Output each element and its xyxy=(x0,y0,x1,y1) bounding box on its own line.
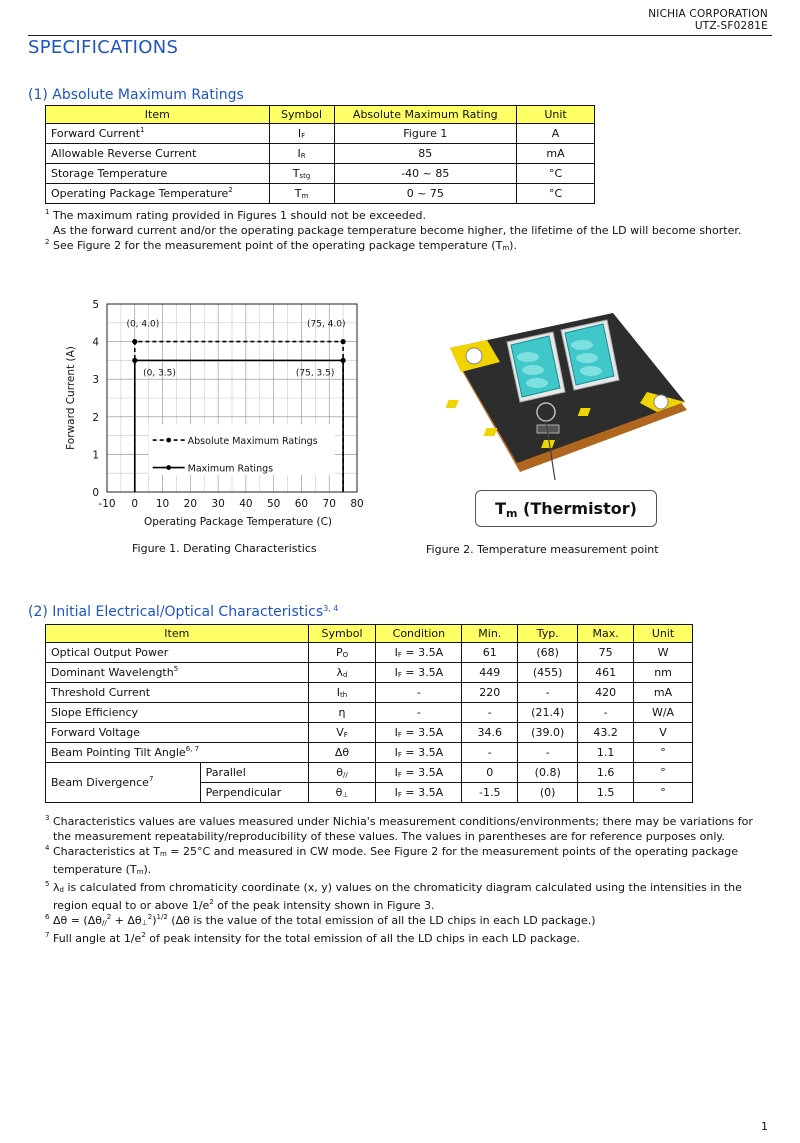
series-point xyxy=(132,339,137,344)
eoc-row xyxy=(46,743,693,763)
x-tick-label: 20 xyxy=(183,498,198,510)
eoc-typ: (455) xyxy=(518,663,578,683)
amr-table xyxy=(45,105,595,204)
derating-chart xyxy=(60,290,390,535)
document-header xyxy=(648,8,768,32)
eoc-max: 43.2 xyxy=(578,723,634,743)
amr-col-item: Item xyxy=(46,106,270,124)
y-tick-label: 5 xyxy=(92,299,99,311)
eoc-typ: (68) xyxy=(518,643,578,663)
amr-symbol: IF xyxy=(269,124,334,144)
footnote-3-cont: the measurement repeatability/reproducibility of these values. The values in parentheses are for reference purposes only. xyxy=(53,830,725,843)
amr-unit: A xyxy=(517,124,595,144)
eoc-item: Forward Voltage xyxy=(46,723,309,743)
eoc-col-unit: Unit xyxy=(634,625,693,643)
eoc-condition: - xyxy=(376,683,462,703)
eoc-subitem: Parallel xyxy=(200,763,308,783)
eoc-min: 220 xyxy=(462,683,518,703)
eoc-symbol: η xyxy=(308,703,376,723)
amr-row xyxy=(46,124,595,144)
eoc-item: Optical Output Power xyxy=(46,643,309,663)
x-tick-label: 80 xyxy=(350,498,364,510)
eoc-condition: IF = 3.5A xyxy=(376,763,462,783)
document-id: UTZ-SF0281E xyxy=(694,20,768,32)
footnote-4: $^4$ Characteristics at Tm = 25°C and measured in CW mode. See Figure 2 for the measurement points of the operating package xyxy=(45,844,739,858)
amr-unit: mA xyxy=(517,144,595,164)
amr-symbol: IR xyxy=(269,144,334,164)
x-tick-label: 10 xyxy=(155,498,170,510)
amr-item: Allowable Reverse Current xyxy=(46,144,270,164)
amr-symbol: Tm xyxy=(269,184,334,204)
series-point xyxy=(341,358,346,363)
eoc-unit: nm xyxy=(634,663,693,683)
amr-row xyxy=(46,144,595,164)
eoc-col-symbol: Symbol xyxy=(308,625,376,643)
y-tick-label: 0 xyxy=(92,487,99,499)
amr-row xyxy=(46,164,595,184)
eoc-max: 1.5 xyxy=(578,783,634,803)
x-tick-label: 50 xyxy=(266,498,281,510)
footnote-5: $^5$ λd is calculated from chromaticity coordinate (x, y) values on the chromaticity diagram calculated using the intensities in the xyxy=(45,880,742,894)
eoc-unit: W xyxy=(634,643,693,663)
eoc-symbol: PO xyxy=(308,643,376,663)
eoc-max: 461 xyxy=(578,663,634,683)
eoc-unit: ° xyxy=(634,743,693,763)
eoc-max: 75 xyxy=(578,643,634,663)
footnote-1-cont: As the forward current and/or the operating package temperature become higher, the lifetime of the LD will become shorter. xyxy=(53,224,742,237)
ld-package-illustration xyxy=(425,300,705,485)
eoc-row xyxy=(46,723,693,743)
header-rule xyxy=(28,35,772,36)
x-tick-label: 70 xyxy=(322,498,336,510)
eoc-heading: (2) Initial Electrical/Optical Characteristics$^{3, 4}$ xyxy=(28,604,339,620)
footnote-6: $^6$ Δθ = (Δθ//$^2$ + Δθ⊥$^2$)$^{1/2}$ (Δθ is the value of the total emission of all the LD chips in each LD package.) xyxy=(45,913,596,927)
amr-value: -40 ~ 85 xyxy=(334,164,517,184)
eoc-condition: IF = 3.5A xyxy=(376,723,462,743)
mount-hole-right xyxy=(654,395,668,409)
eoc-min: 61 xyxy=(462,643,518,663)
amr-value: 0 ~ 75 xyxy=(334,184,517,204)
chart-annotations xyxy=(126,320,345,379)
eoc-col-condition: Condition xyxy=(376,625,462,643)
eoc-subitem: Perpendicular xyxy=(200,783,308,803)
eoc-table xyxy=(45,624,693,803)
series-point xyxy=(132,358,137,363)
eoc-symbol: Ith xyxy=(308,683,376,703)
figure2-caption: Figure 2. Temperature measurement point xyxy=(426,543,659,556)
y-tick-label: 1 xyxy=(92,449,99,462)
eoc-typ: (39.0) xyxy=(518,723,578,743)
y-tick-label: 2 xyxy=(92,411,99,424)
eoc-item: Dominant Wavelength$^5$ xyxy=(46,663,309,683)
eoc-min: - xyxy=(462,703,518,723)
eoc-symbol: λd xyxy=(308,663,376,683)
x-axis-label: Operating Package Temperature (C) xyxy=(143,516,333,528)
eoc-row xyxy=(46,763,693,783)
amr-heading: (1) Absolute Maximum Ratings xyxy=(28,87,244,103)
eoc-condition: IF = 3.5A xyxy=(376,663,462,683)
footnote-2: $^2$ See Figure 2 for the measurement point of the operating package temperature (Tm). xyxy=(45,238,517,252)
eoc-col-item: Item xyxy=(46,625,309,643)
eoc-unit: V xyxy=(634,723,693,743)
y-tick-label: 4 xyxy=(92,336,99,349)
legend-marker xyxy=(166,465,171,470)
x-tick-label: 60 xyxy=(294,498,309,510)
footnote-7: $^7$ Full angle at $1/e^2$ of peak intensity for the total emission of all the LD chips in each LD package. xyxy=(45,931,580,945)
amr-col-rating: Absolute Maximum Rating xyxy=(334,106,517,124)
annotation-label: (0, 4.0) xyxy=(126,319,160,330)
x-tick-label: 0 xyxy=(131,498,139,510)
eoc-typ: (0) xyxy=(518,783,578,803)
legend-label-absolute-maximum: Absolute Maximum Ratings xyxy=(187,436,318,448)
amr-unit: °C xyxy=(517,184,595,204)
eoc-row xyxy=(46,643,693,663)
eoc-min: 34.6 xyxy=(462,723,518,743)
footnote-3: $^3$ Characteristics values are values measured under Nichia's measurement conditions/environments; there may be variations for xyxy=(45,814,753,828)
amr-item: Operating Package Temperature$^2$ xyxy=(46,184,270,204)
amr-item: Storage Temperature xyxy=(46,164,270,184)
eoc-min: 0 xyxy=(462,763,518,783)
eoc-item: Beam Pointing Tilt Angle$^{6, 7}$ xyxy=(46,743,309,763)
eoc-col-min: Min. xyxy=(462,625,518,643)
eoc-symbol: θ⊥ xyxy=(308,783,376,803)
amr-value: 85 xyxy=(334,144,517,164)
y-tick-label: 3 xyxy=(92,374,99,387)
company-name: NICHIA CORPORATION xyxy=(648,8,768,20)
legend-marker xyxy=(166,438,171,443)
amr-col-symbol: Symbol xyxy=(269,106,334,124)
eoc-unit: ° xyxy=(634,763,693,783)
eoc-item-beam-divergence: Beam Divergence$^7$ xyxy=(46,763,201,803)
amr-header-row xyxy=(46,106,595,124)
eoc-max: - xyxy=(578,703,634,723)
eoc-row xyxy=(46,683,693,703)
legend-label-maximum: Maximum Ratings xyxy=(187,463,274,475)
page-number: 1 xyxy=(761,1120,768,1133)
x-tick-label: -10 xyxy=(98,498,116,510)
eoc-row xyxy=(46,703,693,723)
eoc-max: 1.1 xyxy=(578,743,634,763)
eoc-min: - xyxy=(462,743,518,763)
annotation-label: (75, 4.0) xyxy=(307,319,346,330)
eoc-col-max: Max. xyxy=(578,625,634,643)
eoc-max: 420 xyxy=(578,683,634,703)
annotation-label: (75, 3.5) xyxy=(295,368,335,379)
eoc-typ: (0.8) xyxy=(518,763,578,783)
eoc-condition: IF = 3.5A xyxy=(376,783,462,803)
eoc-min: 449 xyxy=(462,663,518,683)
contact-pad xyxy=(446,400,459,408)
eoc-footnotes xyxy=(45,814,785,946)
eoc-min: -1.5 xyxy=(462,783,518,803)
page-title: SPECIFICATIONS xyxy=(28,37,179,58)
contact-pad xyxy=(484,428,498,436)
eoc-unit: mA xyxy=(634,683,693,703)
eoc-unit: W/A xyxy=(634,703,693,723)
footnote-4-cont: temperature (Tm). xyxy=(53,863,152,876)
eoc-condition: IF = 3.5A xyxy=(376,743,462,763)
amr-footnotes xyxy=(45,208,785,256)
eoc-item: Slope Efficiency xyxy=(46,703,309,723)
eoc-max: 1.6 xyxy=(578,763,634,783)
eoc-header-row xyxy=(46,625,693,643)
amr-symbol: Tstg xyxy=(269,164,334,184)
eoc-symbol: θ// xyxy=(308,763,376,783)
eoc-item: Threshold Current xyxy=(46,683,309,703)
eoc-typ: - xyxy=(518,743,578,763)
eoc-condition: IF = 3.5A xyxy=(376,643,462,663)
x-tick-label: 30 xyxy=(211,498,225,510)
amr-value: Figure 1 xyxy=(334,124,517,144)
series-point xyxy=(341,339,346,344)
eoc-row xyxy=(46,663,693,683)
x-tick-label: 40 xyxy=(239,498,253,510)
chart-legend xyxy=(149,424,335,475)
amr-item: Forward Current$^1$ xyxy=(46,124,270,144)
thermistor-label: Tm (Thermistor) xyxy=(475,490,657,527)
eoc-symbol: Δθ xyxy=(308,743,376,763)
chart-axes xyxy=(65,299,364,528)
eoc-col-typ: Typ. xyxy=(518,625,578,643)
eoc-symbol: VF xyxy=(308,723,376,743)
annotation-label: (0, 3.5) xyxy=(143,368,176,379)
eoc-condition: - xyxy=(376,703,462,723)
eoc-unit: ° xyxy=(634,783,693,803)
eoc-typ: (21.4) xyxy=(518,703,578,723)
eoc-typ: - xyxy=(518,683,578,703)
mount-hole-left xyxy=(466,348,482,364)
amr-row xyxy=(46,184,595,204)
figure1-caption: Figure 1. Derating Characteristics xyxy=(132,542,317,555)
amr-unit: °C xyxy=(517,164,595,184)
footnote-5-cont: region equal to or above $1/e^2$ of the peak intensity shown in Figure 3. xyxy=(53,898,435,912)
footnote-1: $^1$ The maximum rating provided in Figures 1 should not be exceeded. xyxy=(45,208,426,222)
amr-col-unit: Unit xyxy=(517,106,595,124)
y-axis-label: Forward Current (A) xyxy=(65,346,77,450)
